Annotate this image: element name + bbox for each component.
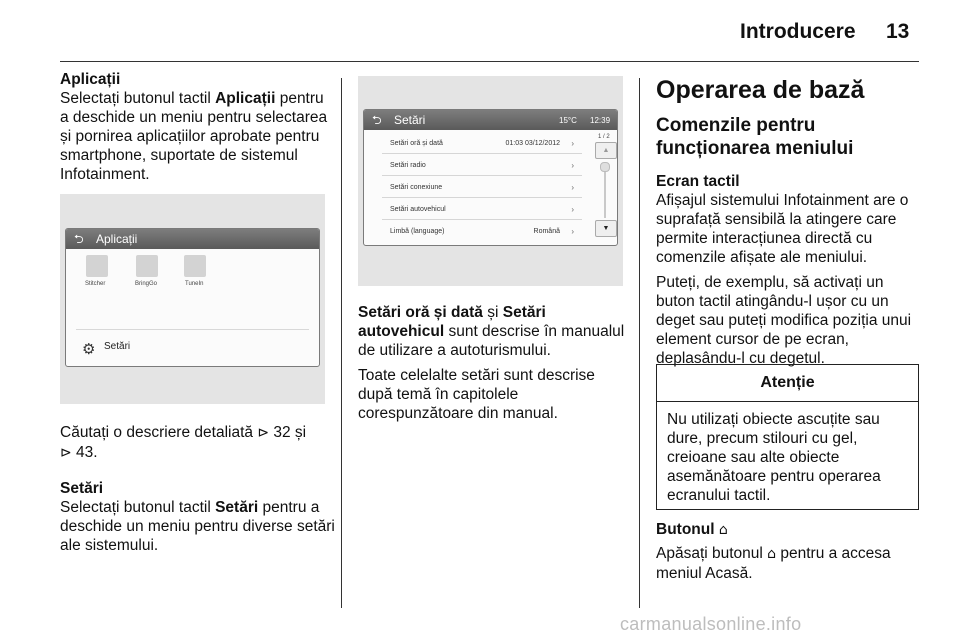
apps-screen-titlebar [66,229,319,249]
scrollbar-thumb[interactable] [600,162,610,172]
touchscreen-paragraph-2: Puteți, de exemplu, să activați un buton tactil atingându-l ușor cu un deget sau puteți modifica poziția unui element cursor de pe ecran, deplasându-l cu degetul. [656,274,912,367]
home-icon: ⌂ [767,546,777,562]
menu-row-label: Setări autovehicul [390,206,446,213]
clock-readout: 12:39 [590,116,611,125]
column-1-lower [60,423,335,561]
settings-screen-image [358,76,623,286]
scroll-up-button[interactable] [595,142,617,159]
apps-screen-display [65,228,320,367]
p1-mid: și [482,304,503,321]
menu-row-language[interactable] [382,220,582,241]
ref-text: Căutați o descriere detaliată [60,424,258,441]
chevron-right-icon: › [571,139,574,148]
back-icon[interactable]: ⮌ [372,113,382,127]
apps-text-bold: Aplicații [215,90,276,107]
tunein-app-label: TuneIn [185,281,204,287]
chevron-right-icon: › [571,205,574,214]
apps-text-pre: Selectați butonul tactil [60,90,216,107]
menu-row-value: Română [533,228,560,235]
p1-rest: sunt descrise în manualul de utilizare a autoturismului. [358,323,625,359]
cross-reference [60,423,335,463]
page-number: 13 [886,20,910,43]
apps-text-post: pentru a deschide un meniu pentru selectarea și pornirea aplicațiilor aprobate pentru smartphone, suportate de sistemul Infotainment. [60,90,328,183]
settings-section-title: Setări [60,480,104,497]
home-button-title [656,520,921,540]
page-indicator: 1 / 2 [598,134,610,140]
column-1 [60,70,332,190]
caution-title: Atenție [657,365,918,402]
settings-reference-paragraph [358,303,630,360]
stitcher-app-label: Stitcher [85,281,106,287]
temperature-readout: 15°C [559,116,577,125]
touchscreen-title: Ecran tactil [656,173,740,190]
stitcher-app-icon[interactable] [86,255,108,277]
header-divider [60,61,919,62]
menu-row-label: Limbă (language) [390,228,445,235]
column-divider-2 [639,78,640,608]
gear-icon: ⚙ [82,341,96,358]
bringgo-app-label: BringGo [135,281,158,287]
menu-row-label: Setări radio [390,162,426,169]
home-button-section [656,520,921,589]
home-button-title-text: Butonul [656,521,715,538]
menu-row-vehicle[interactable] [382,198,582,220]
caution-text: Nu utilizați obiecte ascuțite sau dure, precum stilouri cu gel, creioane sau alte obiecte asemănătoare pentru operarea ecranului tactil. [667,411,881,504]
back-icon[interactable]: ⮌ [74,232,84,246]
settings-shortcut-label: Setări [104,341,131,352]
apps-description [60,89,332,184]
home-button-description [656,544,921,583]
settings-text-post: pentru a deschide un meniu pentru diverse setări ale sistemului. [60,499,335,554]
watermark: carmanualsonline.info [620,614,802,634]
settings-screen-titlebar [364,110,617,130]
reference-arrow-icon: ⊳ [257,425,270,441]
chevron-right-icon: › [571,183,574,192]
apps-screen-title: Aplicații [96,232,138,246]
menu-controls-heading: Comenzile pentru funcționarea meniului [656,115,854,159]
menu-row-radio[interactable] [382,154,582,176]
home-text-post: pentru a accesa meniul Acasă. [656,545,891,582]
settings-text-bold: Setări [215,499,259,516]
home-icon: ⌂ [718,522,728,538]
arrow-up-icon: ▲ [602,147,610,154]
settings-text-pre: Selectați butonul tactil [60,499,216,516]
ref-page-2: 43. [71,444,98,461]
column-3 [656,76,921,374]
tunein-app-icon[interactable] [184,255,206,277]
caution-box [656,364,919,510]
settings-shortcut[interactable] [76,329,309,360]
menu-row-value: 01:03 03/12/2012 [505,140,560,147]
home-text-pre: Apăsați butonul [656,545,768,562]
scroll-down-button[interactable] [595,220,617,237]
menu-row-time-date[interactable] [382,132,582,154]
basic-operation-heading: Operarea de bază [656,76,865,104]
menu-row-connection[interactable] [382,176,582,198]
settings-description [60,498,335,555]
page-header-title: Introducere [740,20,856,43]
column-2-text [358,303,630,429]
apps-screen-image [60,194,325,404]
chevron-right-icon: › [571,161,574,170]
settings-screen-display [363,109,618,246]
ref-page-1: 32 și [269,424,307,441]
reference-arrow-icon: ⊳ [60,445,72,461]
settings-screen-title: Setări [394,113,426,127]
settings-topics-paragraph: Toate celelalte setări sunt descrise după temă în capitolele corespunzătoare din manual. [358,367,595,422]
p1-bold-1: Setări oră și dată [358,304,483,321]
menu-row-label: Setări oră și dată [390,140,443,147]
menu-row-label: Setări conexiune [390,184,443,191]
bringgo-app-icon[interactable] [136,255,158,277]
arrow-down-icon: ▼ [602,225,610,232]
apps-section-title: Aplicații [60,71,121,88]
column-divider-1 [341,78,342,608]
touchscreen-paragraph-1: Afișajul sistemului Infotainment are o suprafață sensibilă la atingere care permite interacțiunea directă cu comenzile afișate ale meniului. [656,192,909,266]
chevron-right-icon: › [571,227,574,236]
p1-bold-2: Setări autovehicul [358,304,546,340]
